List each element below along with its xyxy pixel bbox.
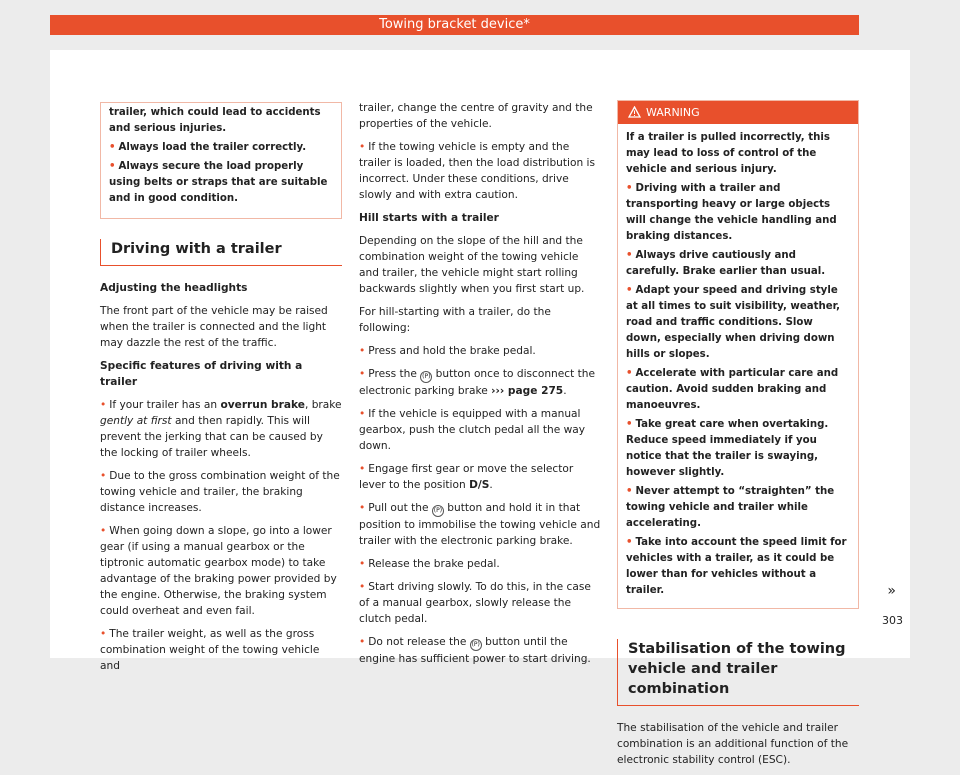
warning-bullet: • Adapt your speed and driving style at all times to suit visibility, weather, road and traffic conditions. Slow down, especially when driving down hills or slopes. (626, 285, 841, 360)
section-heading: Driving with a trailer (100, 239, 342, 266)
warning-label: WARNING (646, 106, 700, 119)
warning-bullet: • Take into account the speed limit for vehicles with a trailer, as it could be lower than for vehicles without a trailer. (626, 537, 847, 596)
list-item: • Pull out the (P) button and hold it in that position to immobilise the towing vehicle and trailer with the electronic parking brake. (359, 502, 601, 547)
caution-box-continued (100, 102, 342, 219)
parking-brake-icon: (P) (420, 371, 432, 383)
paragraph: The front part of the vehicle may be raised when the trailer is connected and the light may dazzle the rest of the traffic. (100, 305, 328, 349)
page-number: 303 (882, 614, 903, 627)
section-heading: Stabilisation of the towing vehicle and trailer combination (617, 639, 859, 706)
list-item: • Start driving slowly. To do this, in the case of a manual gearbox, slowly release the clutch pedal. (359, 581, 591, 625)
warning-bullet: • Never attempt to “straighten” the towing vehicle and trailer while accelerating. (626, 486, 835, 529)
list-item: • Do not release the (P) button until the engine has sufficient power to start driving. (359, 636, 591, 665)
list-item: • When going down a slope, go into a lower gear (if using a manual gearbox or the tiptronic automatic gearbox mode) to take advantage of the braking power provided by the engine. Otherwise, the braking system could overheat and even fail. (100, 525, 337, 617)
warning-box (617, 100, 859, 609)
list-item: • Engage first gear or move the selector lever to the position D/S. (359, 463, 574, 491)
column-left (100, 102, 342, 681)
warning-bullet: • Take great care when overtaking. Reduce speed immediately if you notice that the trailer is swaying, however slightly. (626, 419, 829, 478)
chapter-header: Towing bracket device* (50, 15, 859, 35)
column-right (617, 100, 859, 775)
list-item: • The trailer weight, as well as the gross combination weight of the towing vehicle and (100, 628, 320, 672)
warning-header (618, 101, 858, 124)
list-item: • If the towing vehicle is empty and the trailer is loaded, then the load distribution is incorrect. Under these conditions, drive slowly and with extra caution. (359, 141, 596, 201)
list-item: • Press and hold the brake pedal. (359, 345, 536, 357)
list-item: • Release the brake pedal. (359, 558, 500, 570)
warning-bullet: • Accelerate with particular care and caution. Avoid sudden braking and manoeuvres. (626, 368, 839, 411)
list-item: • Press the (P) button once to disconnect the electronic parking brake ››› page 275. (359, 368, 596, 397)
caution-text: trailer, which could lead to accidents and serious injuries. (109, 107, 321, 134)
subheading: Specific features of driving with a trailer (100, 360, 303, 388)
list-item: • Due to the gross combination weight of the towing vehicle and trailer, the braking distance increases. (100, 470, 340, 514)
paragraph: For hill-starting with a trailer, do the following: (359, 306, 551, 334)
parking-brake-icon: (P) (432, 505, 444, 517)
paragraph: Depending on the slope of the hill and the combination weight of the towing vehicle and trailer, the vehicle might start rolling backwards slightly when you first start up. (359, 235, 585, 295)
page-link[interactable]: ››› page 275 (491, 385, 564, 397)
warning-bullet: • Always drive cautiously and carefully. Brake earlier than usual. (626, 250, 826, 277)
subheading: Hill starts with a trailer (359, 212, 499, 224)
parking-brake-icon: (P) (470, 639, 482, 651)
warning-text: If a trailer is pulled incorrectly, this may lead to loss of control of the vehicle and serious injury. (626, 132, 830, 175)
paragraph: The stabilisation of the vehicle and trailer combination is an additional function of the electronic stability control (ESC). (617, 722, 849, 766)
list-item: • If your trailer has an overrun brake, brake gently at first and then rapidly. This will prevent the jerking that can be caused by the locking of trailer wheels. (100, 399, 342, 459)
warning-triangle-icon (628, 106, 641, 118)
paragraph: trailer, change the centre of gravity and the properties of the vehicle. (359, 102, 593, 130)
caution-bullet: • Always load the trailer correctly. (109, 142, 307, 153)
caution-bullet: • Always secure the load properly using belts or straps that are suitable and in good condition. (109, 161, 328, 204)
column-middle (359, 100, 601, 674)
warning-bullet: • Driving with a trailer and transporting heavy or large objects will change the vehicle handling and braking distances. (626, 183, 837, 242)
list-item: • If the vehicle is equipped with a manual gearbox, push the clutch pedal all the way down. (359, 408, 586, 452)
continued-mark: » (887, 583, 896, 599)
subheading: Adjusting the headlights (100, 282, 248, 294)
